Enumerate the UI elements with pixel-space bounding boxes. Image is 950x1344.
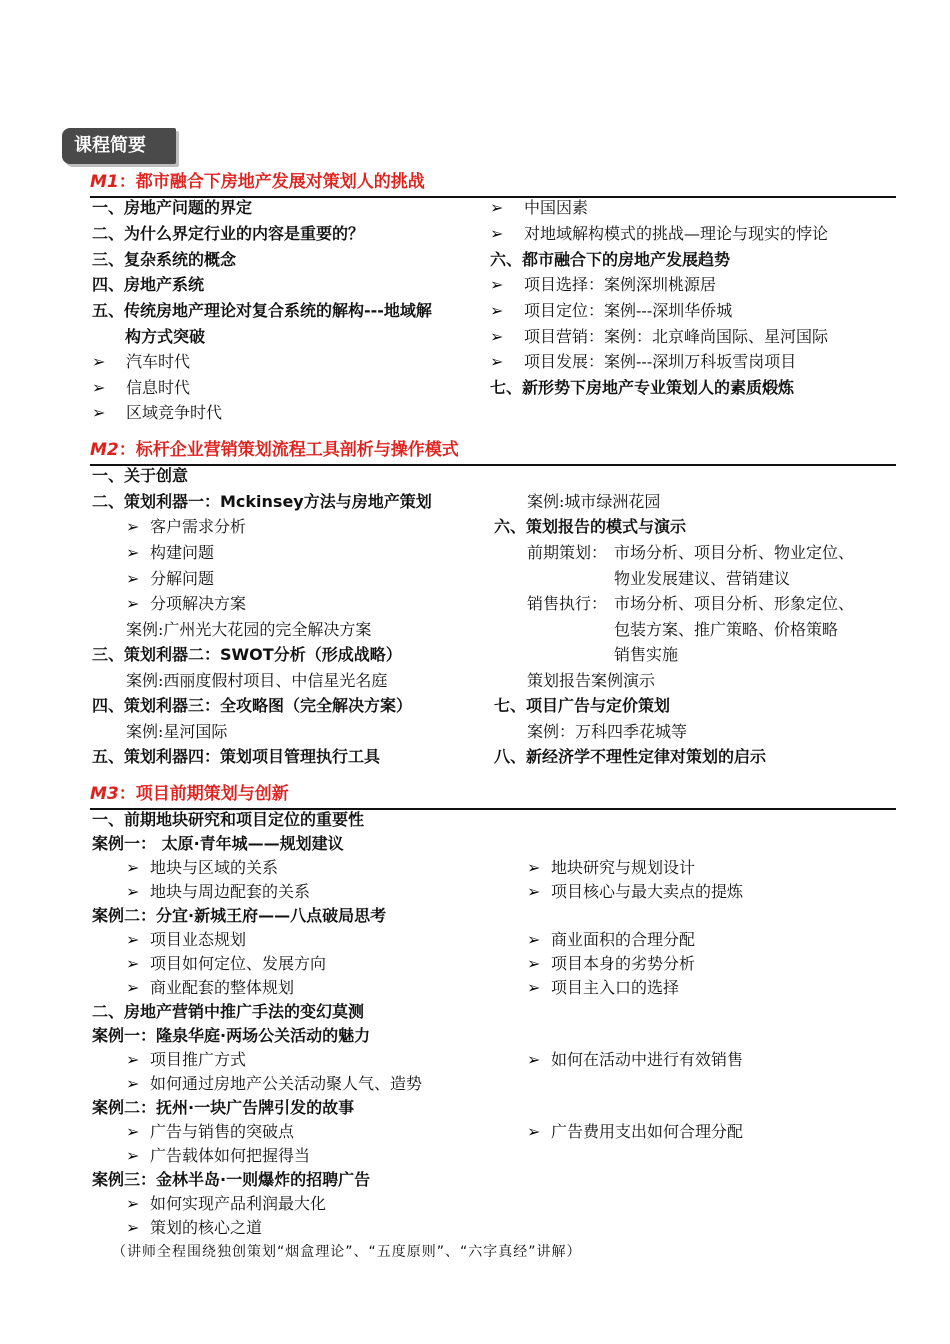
outline-item: 七、项目广告与定价策划 xyxy=(494,696,671,715)
arrowhead-bullet-icon: ➢ xyxy=(490,198,504,217)
report-detail: 销售实施 xyxy=(614,645,679,664)
bullet-item: ➢ 区域竞争时代 xyxy=(92,401,222,425)
outline-item: 六、策划报告的模式与演示 xyxy=(494,517,687,536)
module-code: M3 xyxy=(90,784,119,804)
arrowhead-bullet-icon: ➢ xyxy=(126,1218,140,1237)
footnote: （讲师全程围绕独创策划“烟盒理论”、“五度原则”、“六字真经”讲解） xyxy=(112,1244,582,1260)
bullet-item: ➢ 如何实现产品利润最大化 xyxy=(126,1192,326,1216)
arrowhead-bullet-icon: ➢ xyxy=(490,327,504,346)
arrowhead-bullet-icon: ➢ xyxy=(126,858,140,877)
bullet-item: ➢ 策划的核心之道 xyxy=(126,1216,262,1240)
arrowhead-bullet-icon: ➢ xyxy=(126,882,140,901)
case-line: 案例:城市绿洲花园 xyxy=(527,492,661,511)
bullet-item: ➢ 地块与区域的关系 xyxy=(126,856,278,880)
outline-item: 三、复杂系统的概念 xyxy=(92,250,237,269)
arrowhead-bullet-icon: ➢ xyxy=(527,954,541,973)
arrowhead-bullet-icon: ➢ xyxy=(527,858,541,877)
bullet-item: ➢ 项目定位：案例---深圳华侨城 xyxy=(490,299,732,323)
outline-item: 一、前期地块研究和项目定位的重要性 xyxy=(92,810,365,829)
bullet-item: ➢ 项目本身的劣势分析 xyxy=(527,952,695,976)
arrowhead-bullet-icon: ➢ xyxy=(92,403,106,422)
case-heading: 案例一：隆泉华庭·两场公关活动的魅力 xyxy=(92,1026,371,1045)
outline-item: 二、为什么界定行业的内容是重要的？ xyxy=(92,224,365,243)
arrowhead-bullet-icon: ➢ xyxy=(126,1122,140,1141)
bullet-item: ➢ 项目业态规划 xyxy=(126,928,246,952)
module-code: M1 xyxy=(90,172,119,192)
arrowhead-bullet-icon: ➢ xyxy=(126,954,140,973)
bullet-item: ➢ 如何通过房地产公关活动聚人气、造势 xyxy=(126,1072,422,1096)
module-title: ：都市融合下房地产发展对策划人的挑战 xyxy=(118,172,425,192)
case-heading: 案例二：分宜·新城王府——八点破局思考 xyxy=(92,906,387,925)
bullet-item: ➢ 商业面积的合理分配 xyxy=(527,928,695,952)
outline-item: 六、都市融合下的房地产发展趋势 xyxy=(490,250,731,269)
case-heading: 案例一： 太原·青年城——规划建议 xyxy=(92,834,344,853)
case-heading: 案例三：金林半岛·一则爆炸的招聘广告 xyxy=(92,1170,371,1189)
module-heading-m3 xyxy=(90,782,896,810)
bullet-item: ➢ 广告载体如何把握得当 xyxy=(126,1144,310,1168)
report-detail: 市场分析、项目分析、形象定位、 xyxy=(614,594,855,613)
outline-item: 一、房地产问题的界定 xyxy=(92,198,253,217)
arrowhead-bullet-icon: ➢ xyxy=(527,1050,541,1069)
arrowhead-bullet-icon: ➢ xyxy=(126,978,140,997)
bullet-item: ➢ 客户需求分析 xyxy=(126,515,246,539)
bullet-item: ➢ 如何在活动中进行有效销售 xyxy=(527,1048,743,1072)
arrowhead-bullet-icon: ➢ xyxy=(126,517,140,536)
module-title: ：项目前期策划与创新 xyxy=(118,784,289,804)
bullet-item: ➢ 广告与销售的突破点 xyxy=(126,1120,294,1144)
outline-item: 四、策划利器三：全攻略图（完全解决方案） xyxy=(92,696,413,715)
module-heading-m1 xyxy=(90,170,896,198)
outline-item: 五、传统房地产理论对复合系统的解构---地域解 xyxy=(92,301,432,320)
outline-item: 五、策划利器四：策划项目管理执行工具 xyxy=(92,747,381,766)
arrowhead-bullet-icon: ➢ xyxy=(126,1074,140,1093)
outline-item: 二、策划利器一：Mckinsey方法与房地产策划 xyxy=(92,492,432,511)
arrowhead-bullet-icon: ➢ xyxy=(126,543,140,562)
report-label: 前期策划： xyxy=(527,543,608,562)
bullet-item: ➢ 项目营销：案例：北京峰尚国际、星河国际 xyxy=(490,325,828,349)
section-tag: 课程简要 xyxy=(62,128,176,164)
case-line: 案例:西丽度假村项目、中信星光名庭 xyxy=(126,671,388,690)
bullet-item: ➢ 项目推广方式 xyxy=(126,1048,246,1072)
bullet-item: ➢ 构建问题 xyxy=(126,541,214,565)
bullet-item: ➢ 广告费用支出如何合理分配 xyxy=(527,1120,743,1144)
outline-item: 二、房地产营销中推广手法的变幻莫测 xyxy=(92,1002,365,1021)
bullet-item: ➢ 分解问题 xyxy=(126,567,214,591)
arrowhead-bullet-icon: ➢ xyxy=(527,978,541,997)
case-line: 案例:星河国际 xyxy=(126,722,228,741)
bullet-item: ➢ 项目如何定位、发展方向 xyxy=(126,952,326,976)
arrowhead-bullet-icon: ➢ xyxy=(126,1194,140,1213)
outline-item: 四、房地产系统 xyxy=(92,275,205,294)
bullet-item: ➢ 项目主入口的选择 xyxy=(527,976,679,1000)
bullet-item: ➢ 地块研究与规划设计 xyxy=(527,856,695,880)
arrowhead-bullet-icon: ➢ xyxy=(126,569,140,588)
case-line: 案例：万科四季花城等 xyxy=(527,722,688,741)
arrowhead-bullet-icon: ➢ xyxy=(126,1146,140,1165)
report-detail: 策划报告案例演示 xyxy=(527,671,656,690)
report-detail: 物业发展建议、营销建议 xyxy=(614,569,791,588)
bullet-item: ➢ 项目核心与最大卖点的提炼 xyxy=(527,880,743,904)
case-heading: 案例二：抚州·一块广告牌引发的故事 xyxy=(92,1098,355,1117)
arrowhead-bullet-icon: ➢ xyxy=(490,275,504,294)
outline-item: 三、策划利器二：SWOT分析（形成战略） xyxy=(92,645,402,664)
arrowhead-bullet-icon: ➢ xyxy=(527,882,541,901)
bullet-item: ➢ 分项解决方案 xyxy=(126,592,246,616)
arrowhead-bullet-icon: ➢ xyxy=(490,224,504,243)
bullet-item: ➢ 项目发展：案例---深圳万科坂雪岗项目 xyxy=(490,350,796,374)
bullet-item: ➢ 中国因素 xyxy=(490,196,588,220)
module-code: M2 xyxy=(90,440,119,460)
arrowhead-bullet-icon: ➢ xyxy=(126,930,140,949)
bullet-item: ➢ 信息时代 xyxy=(92,376,190,400)
arrowhead-bullet-icon: ➢ xyxy=(490,352,504,371)
arrowhead-bullet-icon: ➢ xyxy=(92,378,106,397)
bullet-item: ➢ 对地域解构模式的挑战—理论与现实的悖论 xyxy=(490,222,828,246)
bullet-item: ➢ 地块与周边配套的关系 xyxy=(126,880,310,904)
outline-item: 一、关于创意 xyxy=(92,466,189,485)
report-label: 销售执行： xyxy=(527,594,608,613)
report-detail: 包装方案、推广策略、价格策略 xyxy=(614,620,839,639)
case-line: 案例:广州光大花园的完全解决方案 xyxy=(126,620,372,639)
arrowhead-bullet-icon: ➢ xyxy=(92,352,106,371)
arrowhead-bullet-icon: ➢ xyxy=(126,594,140,613)
arrowhead-bullet-icon: ➢ xyxy=(527,930,541,949)
outline-item-continued: 构方式突破 xyxy=(125,327,206,346)
arrowhead-bullet-icon: ➢ xyxy=(126,1050,140,1069)
report-detail: 市场分析、项目分析、物业定位、 xyxy=(614,543,855,562)
outline-item: 八、新经济学不理性定律对策划的启示 xyxy=(494,747,767,766)
module-title: ：标杆企业营销策划流程工具剖析与操作模式 xyxy=(118,440,459,460)
bullet-item: ➢ 汽车时代 xyxy=(92,350,190,374)
outline-item: 七、新形势下房地产专业策划人的素质煅炼 xyxy=(490,378,795,397)
bullet-item: ➢ 项目选择：案例深圳桃源居 xyxy=(490,273,716,297)
bullet-item: ➢ 商业配套的整体规划 xyxy=(126,976,294,1000)
module-heading-m2 xyxy=(90,438,896,466)
arrowhead-bullet-icon: ➢ xyxy=(527,1122,541,1141)
arrowhead-bullet-icon: ➢ xyxy=(490,301,504,320)
